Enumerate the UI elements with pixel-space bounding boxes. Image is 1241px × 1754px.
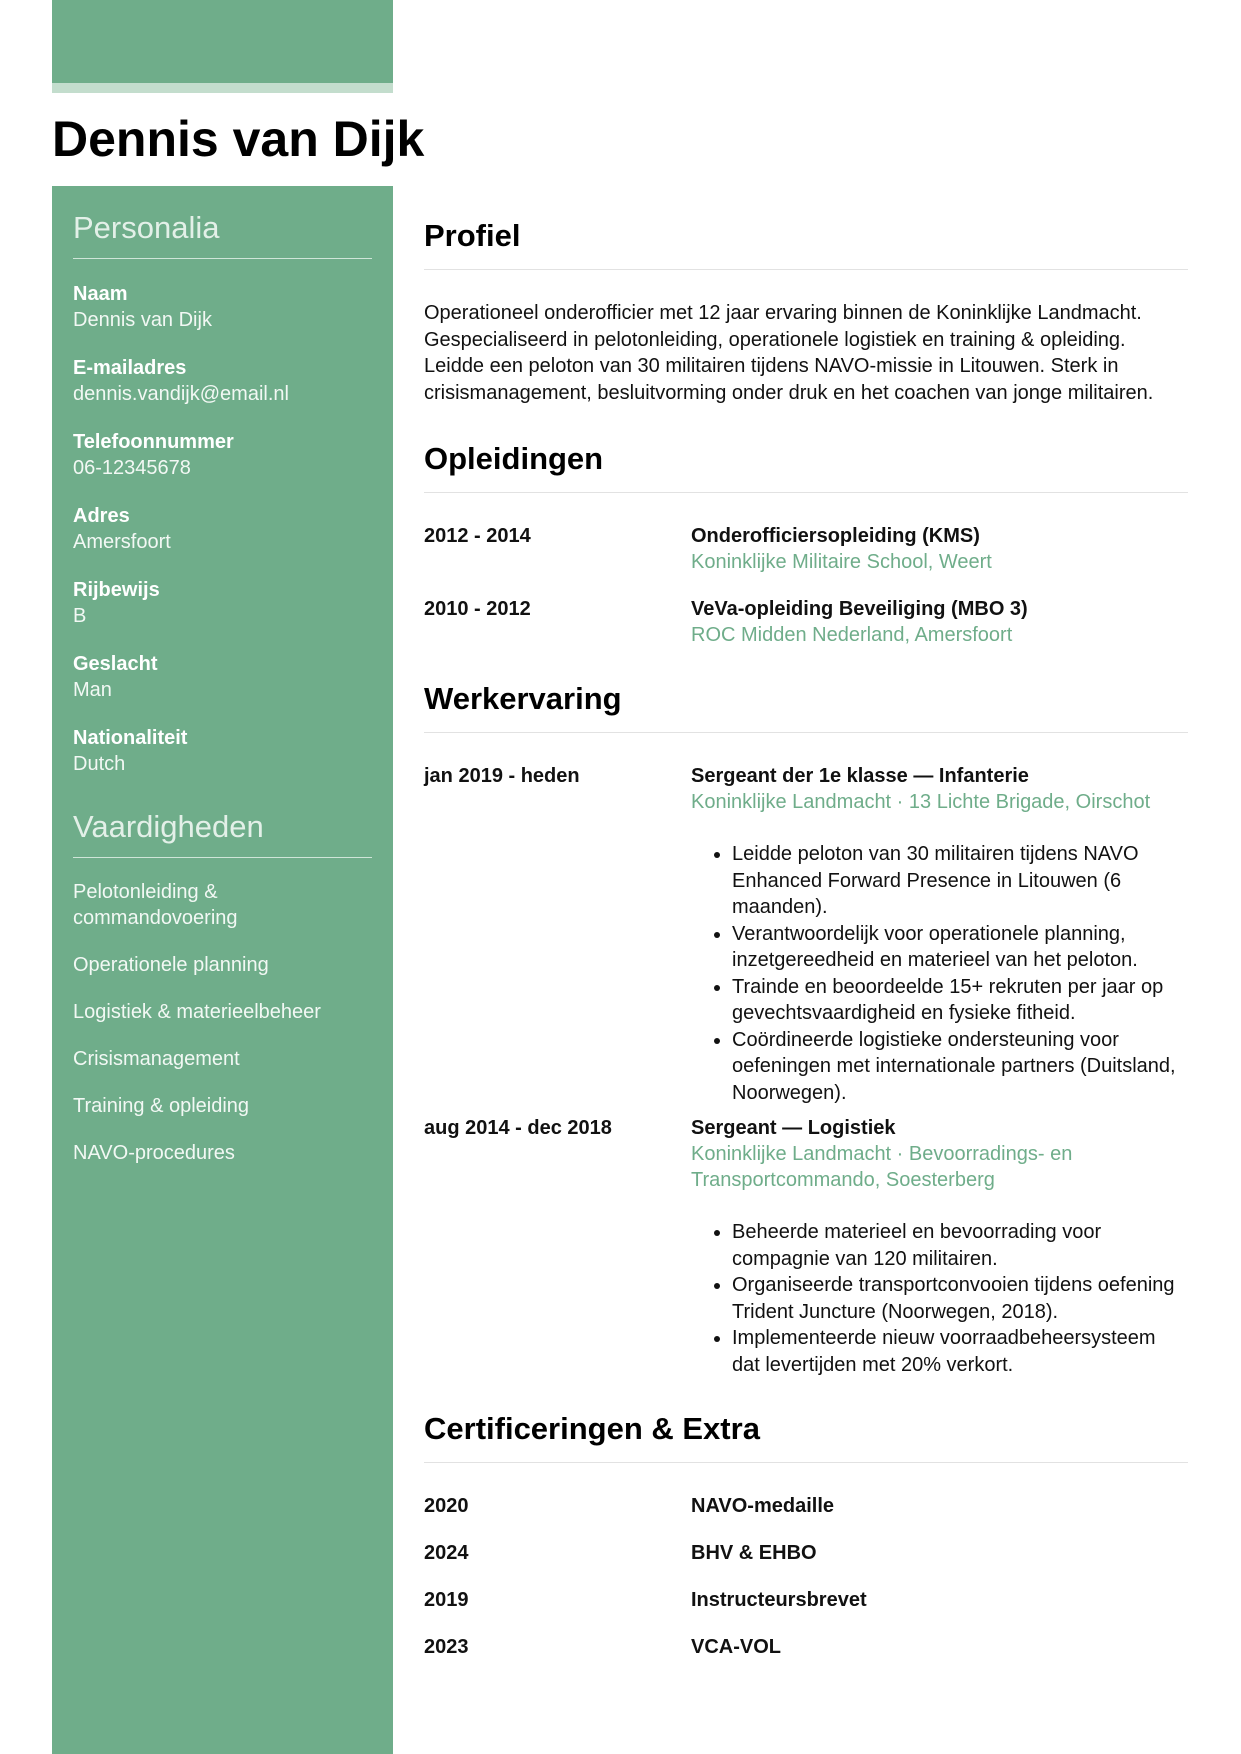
personalia-item-name <box>73 281 372 355</box>
personalia-value: Dutch <box>73 753 126 775</box>
entry-subtitle: ROC Midden Nederland, Amersfoort <box>691 624 1013 646</box>
experience-heading: Werkervaring <box>424 681 622 716</box>
certification-entry <box>424 1493 1188 1540</box>
experience-entry <box>424 763 1188 1106</box>
personalia-value: B <box>73 605 87 627</box>
bullet-item: • Leidde peloton van 30 militairen tijdens NAVO Enhanced Forward Presence in Litouwen (6 maanden). <box>732 841 1188 921</box>
personalia-value: Man <box>73 679 112 701</box>
entry-title: VeVa-opleiding Beveiliging (MBO 3) <box>691 598 1028 620</box>
bullet-item: • Organiseerde transportconvooien tijdens oefening Trident Juncture (Noorwegen, 2018). <box>732 1272 1188 1325</box>
bullet-item: • Verantwoordelijk voor operationele planning, inzetgereedheid en materieel van het peloton. <box>732 921 1188 974</box>
certifications-section <box>424 1407 1188 1681</box>
certification-entry <box>424 1540 1188 1587</box>
sidebar <box>52 186 393 1754</box>
certifications-heading: Certificeringen & Extra <box>424 1411 760 1446</box>
personalia-item-nationality <box>73 725 372 777</box>
education-section <box>424 437 1188 648</box>
bullet-item: • Trainde en beoordeelde 15+ rekruten per jaar op gevechtsvaardigheid en fysieke fitheid. <box>732 974 1188 1027</box>
profile-heading: Profiel <box>424 218 521 253</box>
profile-text: Operationeel onderofficier met 12 jaar ervaring binnen de Koninklijke Landmacht. Gespecialiseerd in pelotonleiding, operationele logistiek en training & opleiding. Leidde een peloton van 30 militairen tijdens NAVO-missie in Litouwen. Sterk in crisismanagement, besluitvorming onder druk en het coachen van jonge militairen. <box>424 302 1154 404</box>
entry-body <box>691 596 1188 648</box>
bullet-list <box>691 841 1188 1106</box>
entry-title: Instructeursbrevet <box>691 1589 867 1611</box>
skill-item: Crisismanagement <box>73 1048 240 1070</box>
skills-list <box>73 879 372 1166</box>
education-entry <box>424 596 1188 648</box>
candidate-name: Dennis van Dijk <box>52 111 425 167</box>
bullet-item: • Implementeerde nieuw voorraadbeheersysteem dat levertijden met 20% verkort. <box>732 1325 1188 1378</box>
personalia-list <box>73 281 372 777</box>
personalia-label: Rijbewijs <box>73 579 160 601</box>
education-heading: Opleidingen <box>424 441 604 476</box>
education-entry <box>424 523 1188 575</box>
personalia-label: Naam <box>73 283 128 305</box>
skill-item: Logistiek & materieelbeheer <box>73 1001 321 1023</box>
entry-date: 2010 - 2012 <box>424 598 531 620</box>
bullet-item: • Coördineerde logistieke ondersteuning voor oefeningen met internationale partners (Duitsland, Noorwegen). <box>732 1027 1188 1107</box>
skill-item: Training & opleiding <box>73 1095 250 1117</box>
header-accent-band <box>52 0 393 83</box>
entry-date: 2019 <box>424 1589 469 1611</box>
entry-body <box>691 523 1188 575</box>
personalia-label: Nationaliteit <box>73 727 188 749</box>
personalia-item-gender <box>73 651 372 725</box>
entry-title: VCA-VOL <box>691 1636 781 1658</box>
entry-title: BHV & EHBO <box>691 1542 817 1564</box>
personalia-value: Dennis van Dijk <box>73 309 212 331</box>
personalia-heading: Personalia <box>73 210 220 245</box>
personalia-item-license <box>73 577 372 651</box>
section-divider <box>424 492 1188 493</box>
bullet-item: • Beheerde materieel en bevoorrading voor compagnie van 120 militairen. <box>732 1219 1188 1272</box>
section-divider <box>424 269 1188 270</box>
certification-entry <box>424 1634 1188 1681</box>
personalia-value: dennis.vandijk@email.nl <box>73 383 289 405</box>
entry-subtitle: Koninklijke Landmacht · Bevoorradings- en Transportcommando, Soesterberg <box>691 1143 1073 1191</box>
entry-date: jan 2019 - heden <box>424 765 580 787</box>
personalia-label: E-mailadres <box>73 357 187 379</box>
skills-divider <box>73 857 372 858</box>
profile-section <box>424 214 1188 406</box>
personalia-divider <box>73 258 372 259</box>
entry-body <box>691 1115 1188 1378</box>
personalia-label: Adres <box>73 505 130 527</box>
personalia-item-address <box>73 503 372 577</box>
entry-date: 2020 <box>424 1495 469 1517</box>
header-accent-line <box>52 83 393 93</box>
entry-date: aug 2014 - dec 2018 <box>424 1117 612 1139</box>
personalia-value: 06-12345678 <box>73 457 191 479</box>
experience-entry <box>424 1115 1188 1378</box>
section-divider <box>424 732 1188 733</box>
personalia-label: Telefoonnummer <box>73 431 234 453</box>
entry-date: 2012 - 2014 <box>424 525 531 547</box>
entry-subtitle: Koninklijke Landmacht · 13 Lichte Brigade, Oirschot <box>691 791 1151 813</box>
skill-item: Pelotonleiding & commandovoering <box>73 881 238 929</box>
skill-item: NAVO-procedures <box>73 1142 235 1164</box>
entry-title: Sergeant der 1e klasse — Infanterie <box>691 765 1029 787</box>
personalia-value: Amersfoort <box>73 531 171 553</box>
bullet-list <box>691 1219 1188 1378</box>
experience-section <box>424 677 1188 1378</box>
entry-date: 2024 <box>424 1542 469 1564</box>
personalia-item-phone <box>73 429 372 503</box>
certification-entry <box>424 1587 1188 1634</box>
entry-title: Onderofficiersopleiding (KMS) <box>691 525 980 547</box>
skill-item: Operationele planning <box>73 954 269 976</box>
entry-body <box>691 763 1188 1106</box>
entry-subtitle: Koninklijke Militaire School, Weert <box>691 551 992 573</box>
personalia-label: Geslacht <box>73 653 158 675</box>
main-content <box>424 214 1188 1681</box>
entry-date: 2023 <box>424 1636 469 1658</box>
entry-title: Sergeant — Logistiek <box>691 1117 896 1139</box>
entry-title: NAVO-medaille <box>691 1495 834 1517</box>
personalia-item-email <box>73 355 372 429</box>
skills-heading: Vaardigheden <box>73 809 264 844</box>
